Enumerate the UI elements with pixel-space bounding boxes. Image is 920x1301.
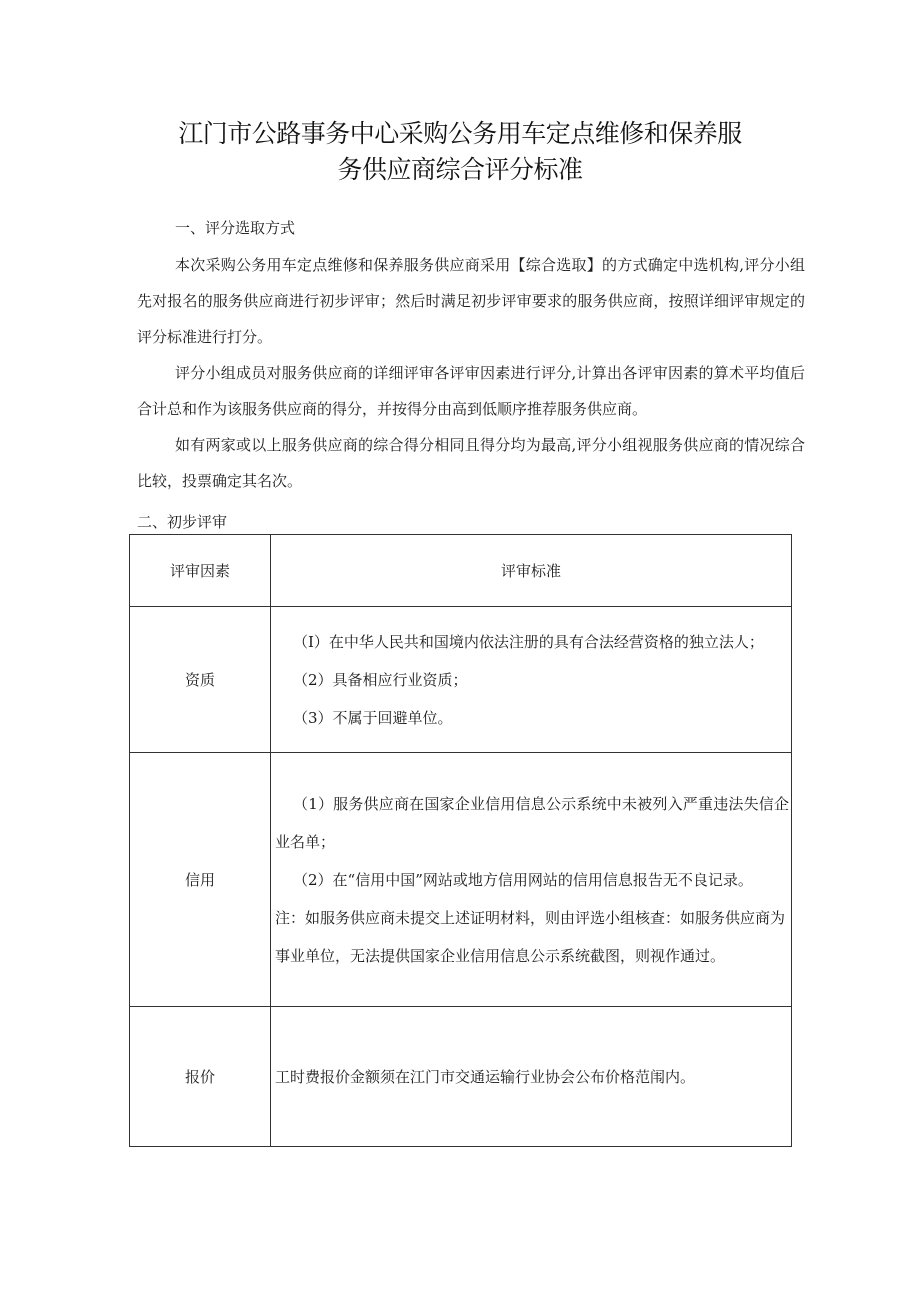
header-standard: 评审标准 [271,535,792,607]
standard-item: （1）服务供应商在国家企业信用信息公示系统中未被列入严重违法失信企业名单； [275,794,789,851]
standard-cell [271,753,792,1007]
document-title [120,116,800,188]
standard-note: 注：如服务供应商未提交上述证明材料，则由评选小组核查：如服务供应商为事业单位，无法提供国家企业信用信息公示系统截图，则视作通过。 [275,908,786,965]
standard-item: （2）在“信用中国”网站或地方信用网站的信用信息报告无不良记录。 [293,870,753,889]
standard-item: （2）具备相应行业资质； [293,670,468,689]
table-row [130,607,792,753]
table-row [130,1007,792,1147]
header-factor: 评审因素 [130,535,271,607]
standard-item: （3）不属于回避单位。 [293,708,453,727]
section-1-heading: 一、评分选取方式 [175,219,296,237]
factor-cell: 报价 [130,1007,271,1147]
factor-cell: 信用 [130,753,271,1007]
paragraph: 评分小组成员对服务供应商的详细评审各评审因素进行评分,计算出各评审因素的算术平均值后合计总和作为该服务供应商的得分，并按得分由高到低顺序推荐服务供应商。 [137,364,805,418]
table-header-row [130,535,792,607]
standard-item: （I）在中华人民共和国境内依法注册的具有合法经营资格的独立法人； [293,632,764,651]
standard-item: 工时费报价金额须在江门市交通运输行业协会公布价格范闱内。 [275,1067,696,1086]
standard-cell [271,607,792,753]
paragraph: 本次采购公务用车定点维修和保养服务供应商采用【综合选取】的方式确定中选机构,评分小组先对报名的服务供应商进行初步评审；然后时满足初步评审要求的服务供应商，按照详细评审规定的评分标准进行打分。 [137,256,805,346]
factor-cell: 资质 [130,607,271,753]
paragraph: 如有两家或以上服务供应商的综合得分相同且得分均为最高,评分小组视服务供应商的情况综合比较，投票确定其名次。 [137,436,805,490]
standard-cell [271,1007,792,1147]
section-2-heading: 二、初步评审 [137,513,228,531]
preliminary-review-table [129,534,792,1147]
table-row [130,753,792,1007]
title-line-1: 江门市公路事务中心采购公务用车定点维修和保养服 [178,119,742,148]
title-line-2: 务供应商综合评分标准 [337,155,583,184]
